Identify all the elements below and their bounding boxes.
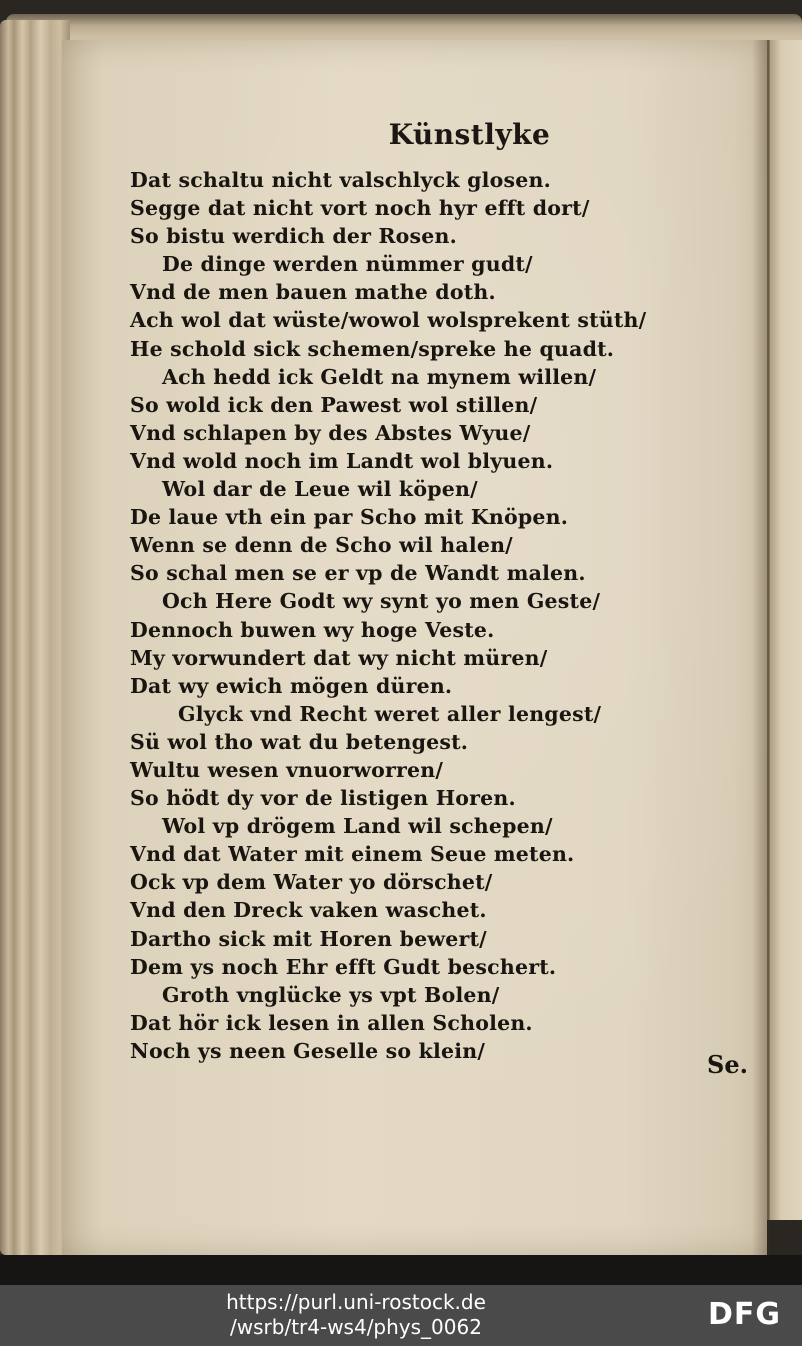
gutter-shadow	[752, 40, 770, 1255]
verse-line: Wenn se denn de Scho wil halen/	[130, 533, 513, 558]
verse-line: Och Here Godt wy synt yo men Geste/	[162, 589, 601, 614]
dfg-logo: DFG	[708, 1297, 782, 1332]
verse-line: So hödt dy vor de listigen Horen.	[130, 786, 516, 811]
verse-line: Vnd wold noch im Landt wol blyuen.	[130, 448, 554, 473]
viewer-footer	[0, 1285, 802, 1346]
verse-line: Wol vp drögem Land wil schepen/	[162, 814, 553, 839]
book-page	[62, 40, 767, 1255]
permalink[interactable]	[0, 1290, 712, 1340]
verse-line: So wold ick den Pawest wol stillen/	[130, 392, 538, 417]
verse-line: Vnd den Dreck vaken waschet.	[130, 898, 487, 923]
verse-line: Vnd dat Water mit einem Seue meten.	[130, 842, 575, 867]
verse-line: Wol dar de Leue wil köpen/	[162, 477, 478, 502]
verse-line: Sü wol tho wat du betengest.	[130, 729, 469, 754]
verse-line: My vorwundert dat wy nicht müren/	[130, 645, 548, 670]
permalink-line-2[interactable]: /wsrb/tr4-ws4/phys_0062	[230, 1315, 482, 1339]
verse-line: De laue vth ein par Scho mit Knöpen.	[130, 505, 569, 530]
verse-line: So bistu werdich der Rosen.	[130, 224, 457, 249]
scan-bottom-border	[0, 1255, 802, 1285]
verse-line: Groth vnglücke ys vpt Bolen/	[162, 982, 500, 1007]
verse-line: Dartho sick mit Horen bewert/	[130, 926, 487, 951]
verse-line: Dennoch buwen wy hoge Veste.	[130, 617, 495, 642]
verse-line: Dat schaltu nicht valschlyck glosen.	[130, 168, 551, 192]
verse-text-block	[130, 166, 690, 1065]
verse-line: Vnd de men bauen mathe doth.	[130, 280, 496, 305]
verse-line: Dem ys noch Ehr efft Gudt beschert.	[130, 954, 557, 979]
verse-line: Ach wol dat wüste/wowol wolsprekent stüth/	[130, 308, 647, 333]
verse-line: Dat hör ick lesen in allen Scholen.	[130, 1010, 533, 1035]
verse-line: So schal men se er vp de Wandt malen.	[130, 561, 586, 586]
verse-line: Segge dat nicht vort noch hyr efft dort/	[130, 196, 590, 221]
book-page-edges	[0, 20, 70, 1255]
verse-line: Glyck vnd Recht weret aller lengest/	[178, 701, 602, 726]
verse-line: He schold sick schemen/spreke he quadt.	[130, 336, 615, 361]
verse-line: Dat wy ewich mögen düren.	[130, 673, 453, 698]
verse-line: Vnd schlapen by des Abstes Wyue/	[130, 420, 531, 445]
verse-line: Ock vp dem Water yo dörschet/	[130, 870, 493, 895]
running-head: Künstlyke	[388, 118, 551, 151]
verse-line: Ach hedd ick Geldt na mynem willen/	[162, 364, 597, 389]
catchword: Se.	[707, 1050, 748, 1079]
verse-line: Wultu wesen vnuorworren/	[130, 757, 444, 782]
facing-page-edge	[767, 40, 802, 1220]
permalink-line-1[interactable]: https://purl.uni-rostock.de	[226, 1290, 486, 1314]
verse-line: Noch ys neen Geselle so klein/	[130, 1038, 486, 1063]
verse-line: De dinge werden nümmer gudt/	[162, 252, 533, 277]
